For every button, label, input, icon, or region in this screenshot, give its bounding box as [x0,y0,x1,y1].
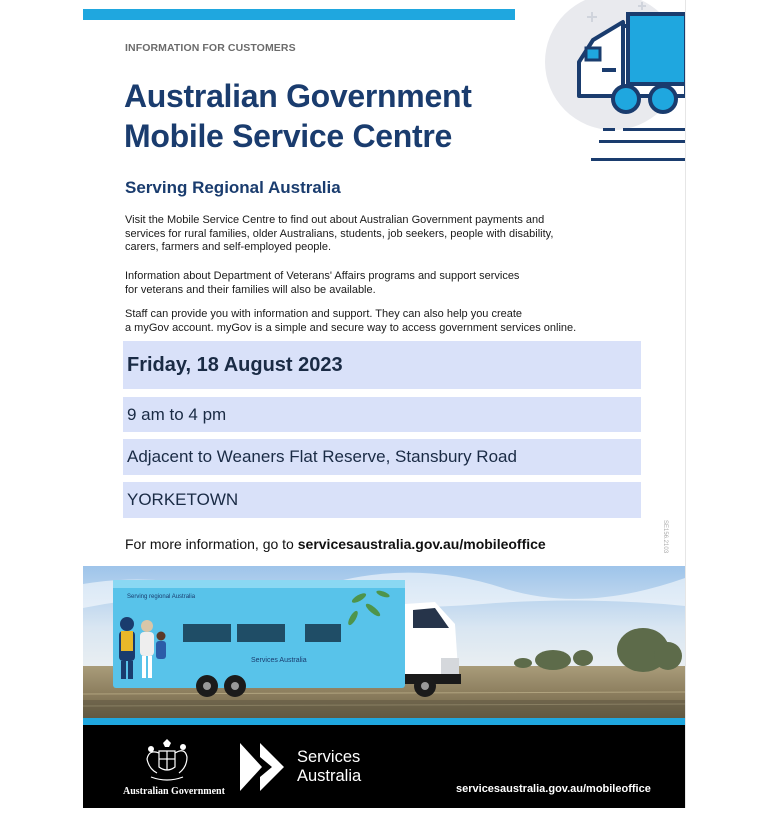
title-line-2: Mobile Service Centre [124,118,453,154]
intro-paragraph [125,214,625,255]
document-code: SE156.2103 [662,520,668,554]
truck-photo [83,566,685,718]
footer-url-link[interactable]: servicesaustralia.gov.au/mobileoffice [456,783,651,795]
veterans-line-2: for veterans and their families will also be available. [125,283,376,296]
more-info-prefix: For more information, go to [125,536,294,552]
top-accent-bar [83,9,515,20]
truck-banner-text: Serving regional Australia [127,594,196,600]
visit-date: Friday, 18 August 2023 [123,341,641,389]
flyer-page [83,0,686,808]
intro-line-2: services for rural families, older Australians, students, job seekers, people with disability, [125,227,554,240]
wordmark-line-1: Services [297,748,361,766]
photo-accent-stripe [83,718,685,725]
australian-government-label: Australian Government [123,786,225,797]
wordmark-line-2: Australia [297,767,362,785]
services-australia-wordmark [297,748,361,786]
truck-icon [503,0,685,170]
eyebrow-label: INFORMATION FOR CUSTOMERS [125,42,296,54]
mygov-line-2: a myGov account. myGov is a simple and secure way to access government services online. [125,321,577,334]
mygov-paragraph [125,308,625,335]
title-line-1: Australian Government [124,78,472,114]
visit-town: YORKETOWN [123,482,641,518]
page-subtitle: Serving Regional Australia [125,178,341,197]
more-info-link[interactable]: servicesaustralia.gov.au/mobileoffice [297,536,546,552]
mobile-centre-photo [83,566,685,718]
visit-time: 9 am to 4 pm [123,397,641,432]
veterans-line-1: Information about Department of Veterans' Affairs programs and support services [125,270,520,282]
visit-location: Adjacent to Weaners Flat Reserve, Stansbury Road [123,439,641,475]
coat-of-arms-icon [143,739,191,783]
intro-line-1: Visit the Mobile Service Centre to find out about Australian Government payments and [125,214,545,226]
more-info-line [125,536,546,552]
mygov-line-1: Staff can provide you with information and support. They can also help you create [125,308,523,320]
services-australia-logo-icon [240,743,286,791]
intro-line-3: carers, farmers and self-employed people. [125,241,332,253]
footer-bar [83,725,685,808]
truck-logo-text: Services Australia [251,657,307,664]
page-title [124,76,472,156]
veterans-paragraph [125,270,625,297]
